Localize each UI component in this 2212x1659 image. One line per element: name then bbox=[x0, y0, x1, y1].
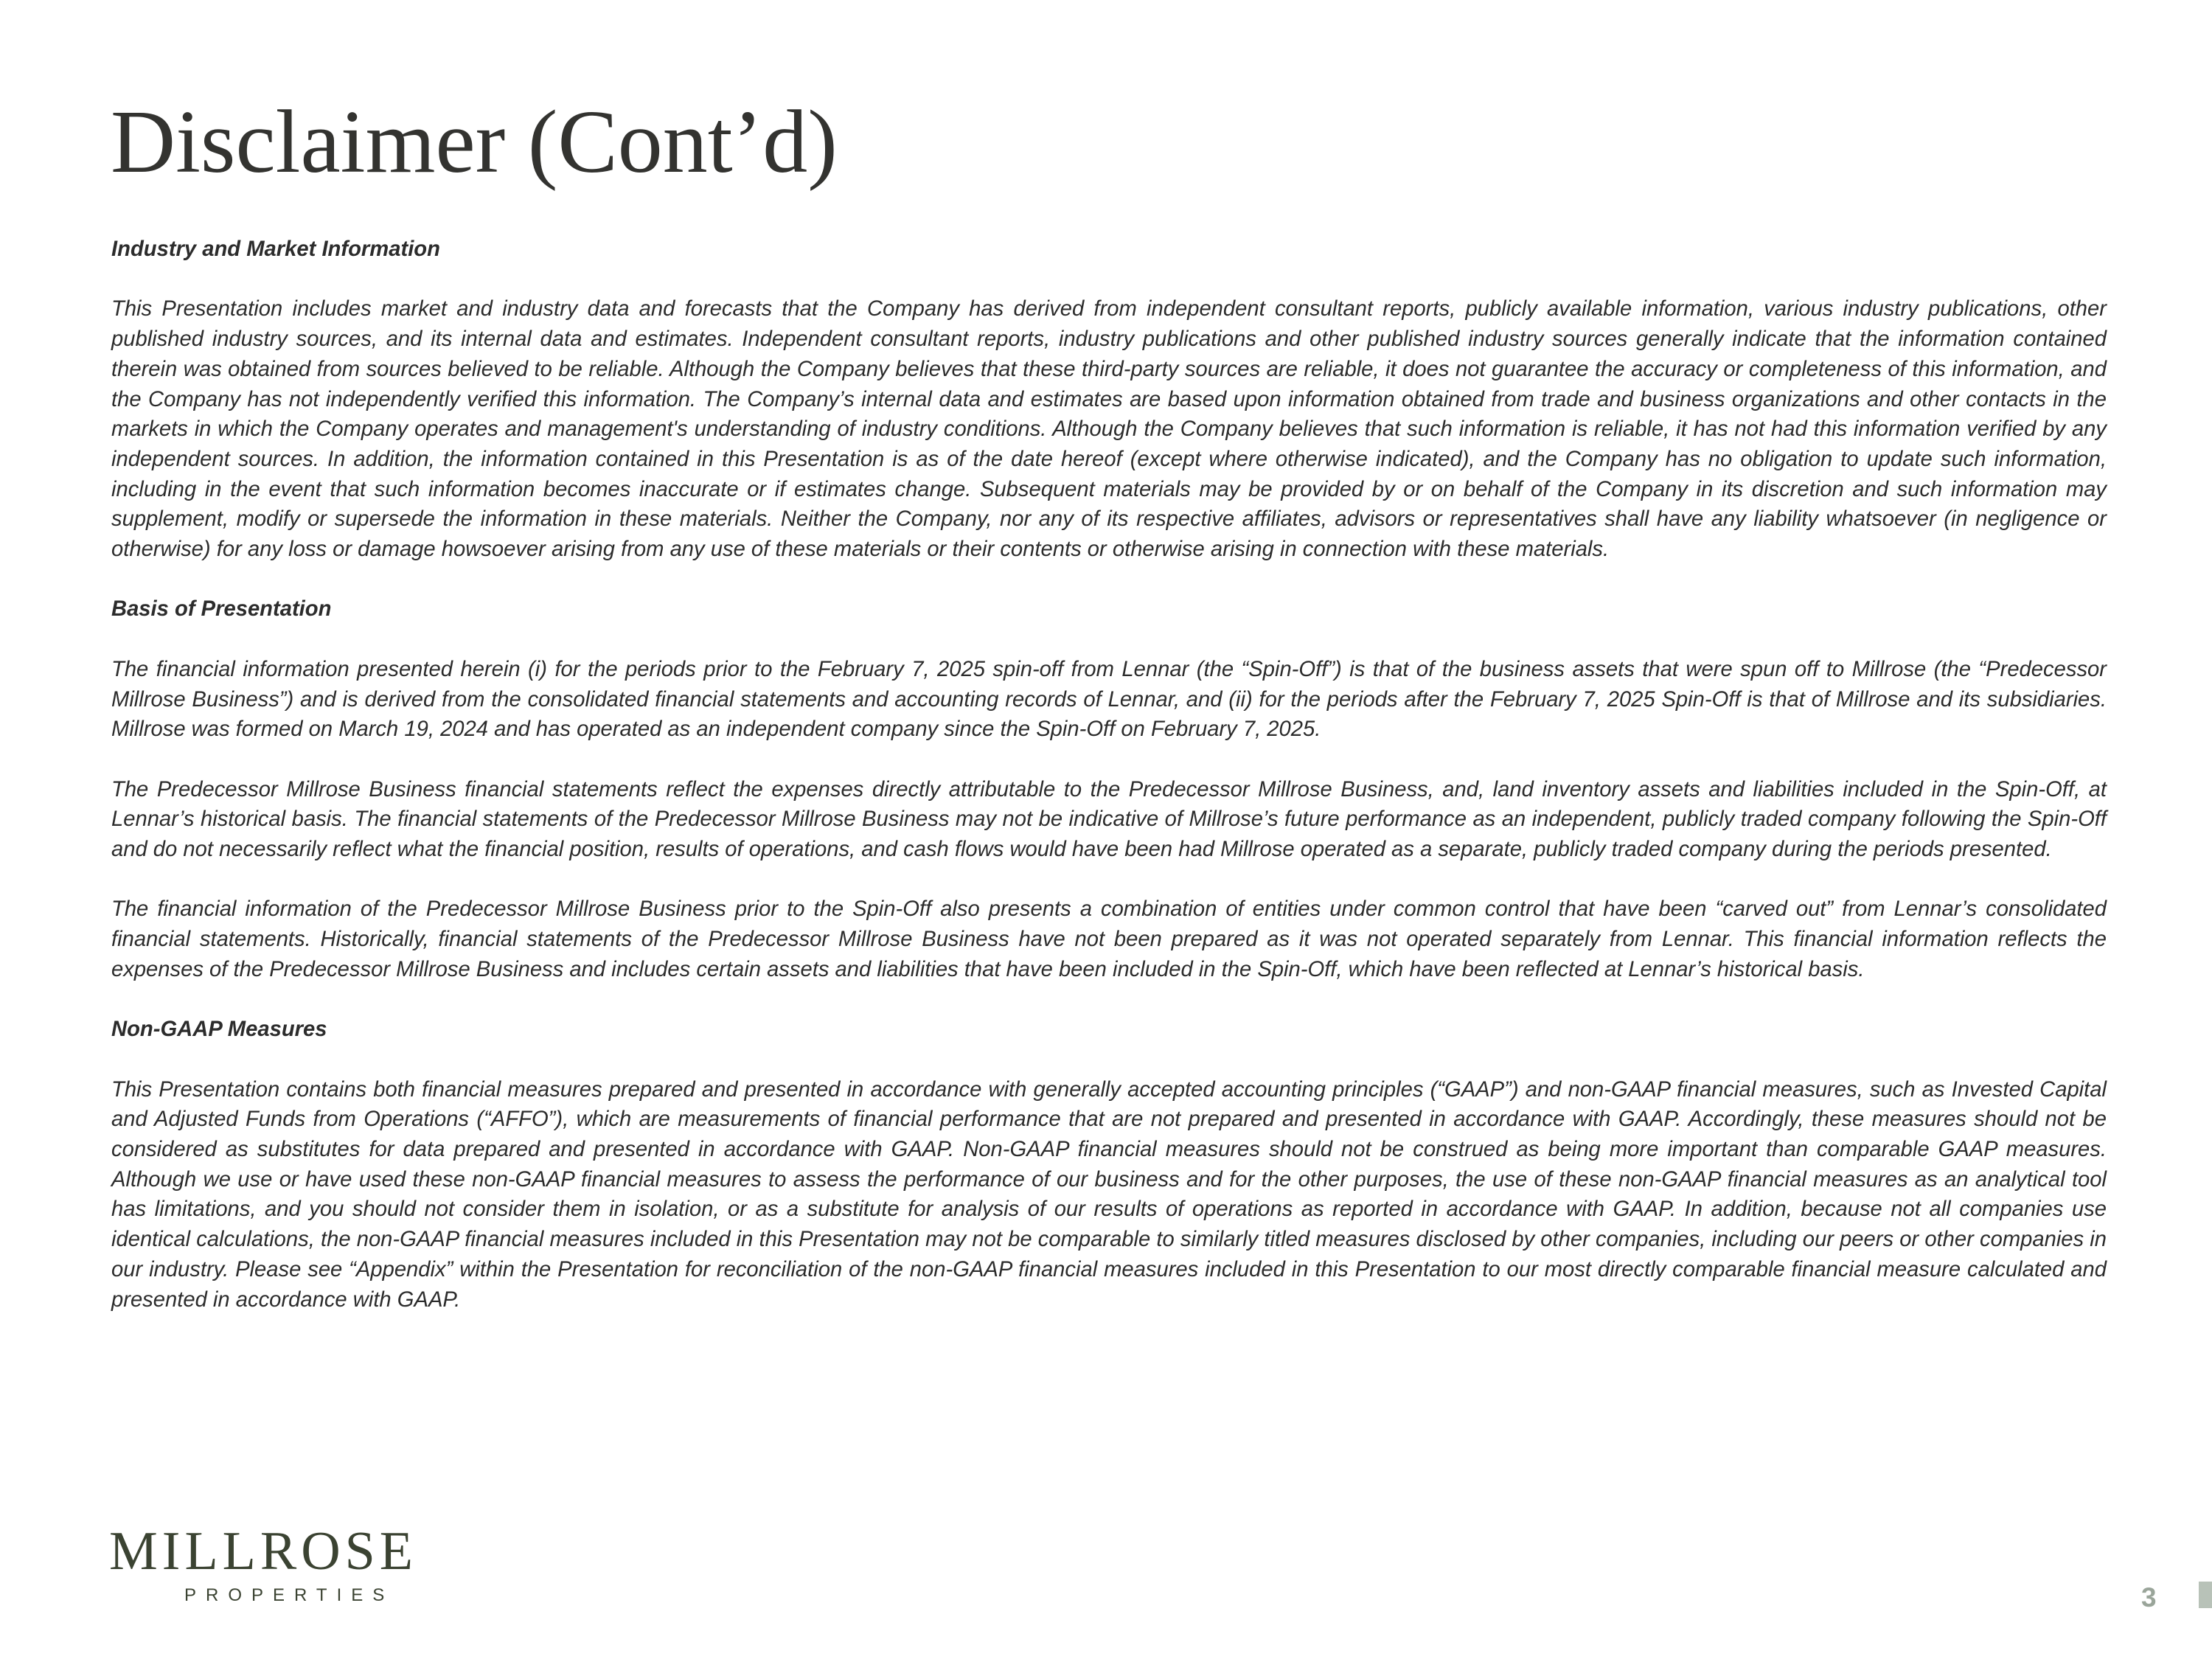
section-heading-basis: Basis of Presentation bbox=[111, 597, 332, 622]
paragraph-basis-1: The financial information presented herein (i) for the periods prior to the February 7, 2025 spin-off from Lennar (the “Spin-Off”) is that of the business assets that were spun off to Millrose (the “Predecessor Millrose Business”) and is derived from the consolidated financial statements and accounting records of Lennar, and (ii) for the periods after the February 7, 2025 Spin-Off is that of Millrose and its subsidiaries. Millrose was formed on March 19, 2024 and has operated as an independent company since the Spin-Off on February 7, 2025. bbox=[111, 657, 2107, 742]
spacer bbox=[111, 625, 2107, 655]
logo-subtitle: PROPERTIES bbox=[184, 1585, 394, 1605]
section-heading-industry: Industry and Market Information bbox=[111, 237, 440, 261]
spacer bbox=[111, 1045, 2107, 1075]
page-title: Disclaimer (Cont’d) bbox=[111, 92, 838, 192]
spacer bbox=[111, 745, 2107, 775]
paragraph-non-gaap: This Presentation contains both financial measures prepared and presented in accordance with generally accepted accounting principles (“GAAP”) and non-GAAP financial measures, such as Invested Capital and Adjusted Funds from Operations (“AFFO”), which are measurements of financial performance that are not prepared and presented in accordance with GAAP. Accordingly, these measures should not be considered as substitutes for data prepared and presented in accordance with GAAP. Non-GAAP financial measures should not be construed as being more important than comparable GAAP measures. Although we use or have used these non-GAAP financial measures to assess the performance of our business and for the other purposes, the use of these non-GAAP financial measures as an analytical tool has limitations, and you should not consider them in isolation, or as a substitute for analysis of our results of operations as reported in accordance with GAAP. In addition, because not all companies use identical calculations, the non-GAAP financial measures included in this Presentation may not be comparable to similarly titled measures disclosed by other companies, including our peers or other companies in our industry. Please see “Appendix” within the Presentation for reconciliation of the non-GAAP financial measures included in this Presentation to our most directly comparable financial measure calculated and presented in accordance with GAAP. bbox=[111, 1077, 2107, 1312]
spacer bbox=[111, 865, 2107, 895]
spacer bbox=[111, 265, 2107, 295]
logo-wordmark: MILLROSE bbox=[109, 1521, 417, 1582]
millrose-logo bbox=[109, 1522, 437, 1606]
disclaimer-body bbox=[111, 234, 2107, 1315]
spacer bbox=[111, 565, 2107, 595]
page-marker bbox=[2199, 1582, 2212, 1608]
spacer bbox=[111, 985, 2107, 1015]
paragraph-industry-market: This Presentation includes market and industry data and forecasts that the Company has derived from independent consultant reports, publicly available information, various industry publications, other published industry sources, and its internal data and estimates. Independent consultant reports, industry publications and other published industry sources generally indicate that the information contained therein was obtained from sources believed to be reliable. Although the Company believes that these third-party sources are reliable, it does not guarantee the accuracy or completeness of this information, and the Company has not independently verified this information. The Company’s internal data and estimates are based upon information obtained from trade and business organizations and other contacts in the markets in which the Company operates and management's understanding of industry conditions. Although the Company believes that such information is reliable, it has not had this information verified by any independent sources. In addition, the information contained in this Presentation is as of the date hereof (except where otherwise indicated), and the Company has no obligation to update such information, including in the event that such information becomes inaccurate or if estimates change. Subsequent materials may be provided by or on behalf of the Company in its discretion and such information may supplement, modify or supersede the information in these materials. Neither the Company, nor any of its respective affiliates, advisors or representatives shall have any liability whatsoever (in negligence or otherwise) for any loss or damage howsoever arising from any use of these materials or their contents or otherwise arising in connection with these materials. bbox=[111, 297, 2107, 562]
paragraph-basis-3: The financial information of the Predecessor Millrose Business prior to the Spin-Off also presents a combination of entities under common control that have been “carved out” from Lennar’s consolidated financial statements. Historically, financial statements of the Predecessor Millrose Business have not been prepared as it was not operated separately from Lennar. This financial information reflects the expenses of the Predecessor Millrose Business and includes certain assets and liabilities that have been included in the Spin-Off, which have been reflected at Lennar’s historical basis. bbox=[111, 897, 2107, 981]
paragraph-basis-2: The Predecessor Millrose Business financial statements reflect the expenses directly attributable to the Predecessor Millrose Business, and, land inventory assets and liabilities included in the Spin-Off, at Lennar’s historical basis. The financial statements of the Predecessor Millrose Business may not be indicative of Millrose’s future performance as an independent, publicly traded company following the Spin-Off and do not necessarily reflect what the financial position, results of operations, and cash flows would have been had Millrose operated as a separate, publicly traded company during the periods presented. bbox=[111, 777, 2107, 861]
page-number: 3 bbox=[2141, 1582, 2157, 1613]
section-heading-non-gaap: Non-GAAP Measures bbox=[111, 1018, 327, 1042]
